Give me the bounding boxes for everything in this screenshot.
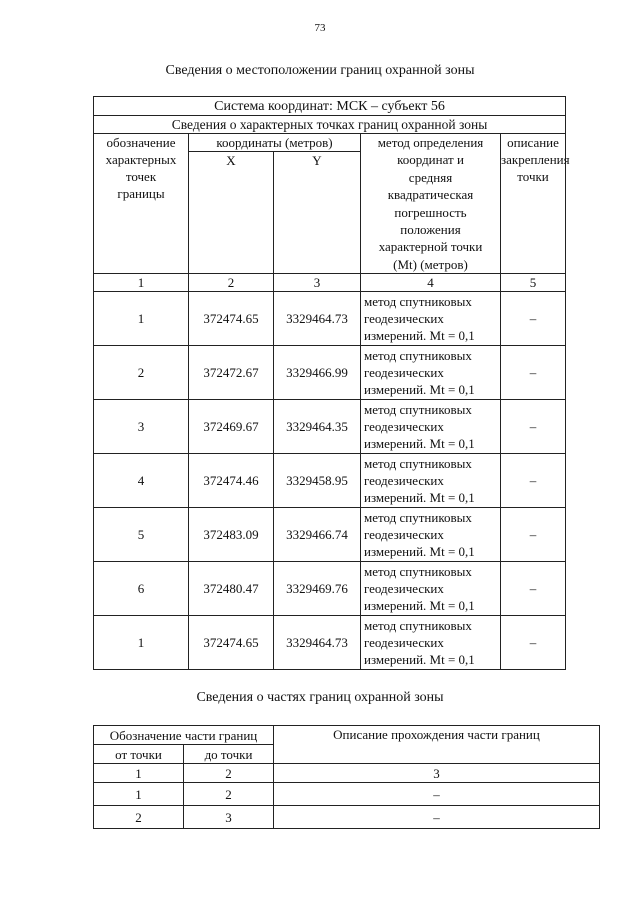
part-description-cell: – [274,783,600,806]
header-line: характерных [105,152,177,167]
y-coordinate-cell: 3329466.74 [274,508,361,562]
method-line: измерений. Mt = 0,1 [364,544,475,560]
table-row [94,292,566,346]
method-line: геодезических [364,311,444,327]
header-line: метод определения [377,135,484,150]
point-number-cell: 3 [94,400,189,454]
from-point-cell: 2 [94,806,184,829]
page-number: 73 [314,22,326,34]
method-line: метод спутниковых [364,401,472,417]
header-line: квадратическая [387,187,474,203]
y-coordinate-cell: 3329466.99 [274,346,361,400]
header-line: обозначение [106,135,176,150]
x-coordinate-cell: 372474.65 [189,616,274,670]
header-part-designation: Обозначение части границ [94,726,274,745]
method-cell [361,346,501,400]
table-subtitle-cell: Сведения о характерных точках границ охранной зоны [94,116,566,134]
header-line: точки [517,169,549,184]
method-line: метод спутниковых [364,293,472,309]
description-cell: – [501,400,566,454]
header-line: закрепления [501,152,570,167]
from-point-cell: 1 [94,783,184,806]
column-number: 3 [274,274,361,292]
header-from-point: от точки [94,745,184,764]
table-row [94,346,566,400]
description-cell: – [501,616,566,670]
point-number-cell: 5 [94,508,189,562]
method-line: геодезических [364,473,444,489]
header-line: координат и [397,152,464,168]
x-coordinate-cell: 372472.67 [189,346,274,400]
header-line: погрешность [394,204,467,220]
header-line: (Mt) (метров) [393,256,468,272]
boundary-parts-table [93,725,600,829]
table-row [94,454,566,508]
column-number: 2 [184,764,274,783]
y-coordinate-cell: 3329464.35 [274,400,361,454]
column-number: 4 [361,274,501,292]
header-line: положения [400,222,461,238]
to-point-cell: 3 [184,806,274,829]
table-row [94,508,566,562]
table-header-row [94,134,566,152]
column-number: 1 [94,764,184,783]
header-part-description: Описание прохождения части границ [274,726,600,764]
method-line: измерений. Mt = 0,1 [364,490,475,506]
column-number-row [94,764,600,783]
method-line: геодезических [364,527,444,543]
method-line: измерений. Mt = 0,1 [364,328,475,344]
method-line: геодезических [364,365,444,381]
part-description-cell: – [274,806,600,829]
y-coordinate-cell: 3329464.73 [274,292,361,346]
header-line: характерной точки [378,239,483,255]
point-number-cell: 6 [94,562,189,616]
y-coordinate-cell: 3329458.95 [274,454,361,508]
description-cell: – [501,454,566,508]
header-method [361,134,501,274]
description-cell: – [501,346,566,400]
header-point-designation [94,134,189,274]
column-number: 3 [274,764,600,783]
method-line: метод спутниковых [364,617,472,633]
point-number-cell: 4 [94,454,189,508]
method-line: геодезических [364,419,444,435]
method-line: геодезических [364,581,444,597]
method-line: метод спутниковых [364,509,472,525]
to-point-cell: 2 [184,783,274,806]
method-cell [361,616,501,670]
method-line: измерений. Mt = 0,1 [364,652,475,668]
table-row [94,783,600,806]
header-coordinates: координаты (метров) [189,134,361,152]
table-row [94,400,566,454]
y-coordinate-cell: 3329464.73 [274,616,361,670]
x-coordinate-cell: 372474.46 [189,454,274,508]
method-cell [361,508,501,562]
method-line: геодезических [364,635,444,651]
table-row [94,97,566,116]
boundary-points-table [93,96,570,670]
point-number-cell: 2 [94,346,189,400]
x-coordinate-cell: 372483.09 [189,508,274,562]
table-row [94,806,600,829]
method-cell [361,562,501,616]
header-line: средняя [408,169,453,185]
description-cell: – [501,292,566,346]
table-header-row [94,726,600,745]
method-cell [361,400,501,454]
x-coordinate-cell: 372474.65 [189,292,274,346]
method-line: измерений. Mt = 0,1 [364,436,475,452]
method-line: метод спутниковых [364,455,472,471]
table-row [94,616,566,670]
header-line: точек [125,169,157,184]
header-y: Y [274,152,361,274]
description-cell: – [501,508,566,562]
method-line: измерений. Mt = 0,1 [364,598,475,614]
method-line: метод спутниковых [364,563,472,579]
column-number: 2 [189,274,274,292]
x-coordinate-cell: 372469.67 [189,400,274,454]
coordinate-system-cell: Система координат: МСК – субъект 56 [94,97,566,116]
column-number-row [94,274,566,292]
method-cell [361,454,501,508]
method-cell [361,292,501,346]
x-coordinate-cell: 372480.47 [189,562,274,616]
method-line: метод спутниковых [364,347,472,363]
header-line: границы [117,186,165,201]
description-cell: – [501,562,566,616]
header-description [501,134,570,274]
table-row [94,562,566,616]
header-line: описание [507,135,559,150]
section2-title: Сведения о частях границ охранной зоны [196,690,444,705]
method-line: измерений. Mt = 0,1 [364,382,475,398]
point-number-cell: 1 [94,616,189,670]
column-number: 5 [501,274,566,292]
table-row [94,116,566,134]
header-x: X [189,152,274,274]
y-coordinate-cell: 3329469.76 [274,562,361,616]
column-number: 1 [94,274,189,292]
point-number-cell: 1 [94,292,189,346]
section1-title: Сведения о местоположении границ охранной зоны [165,63,475,78]
header-to-point: до точки [184,745,274,764]
